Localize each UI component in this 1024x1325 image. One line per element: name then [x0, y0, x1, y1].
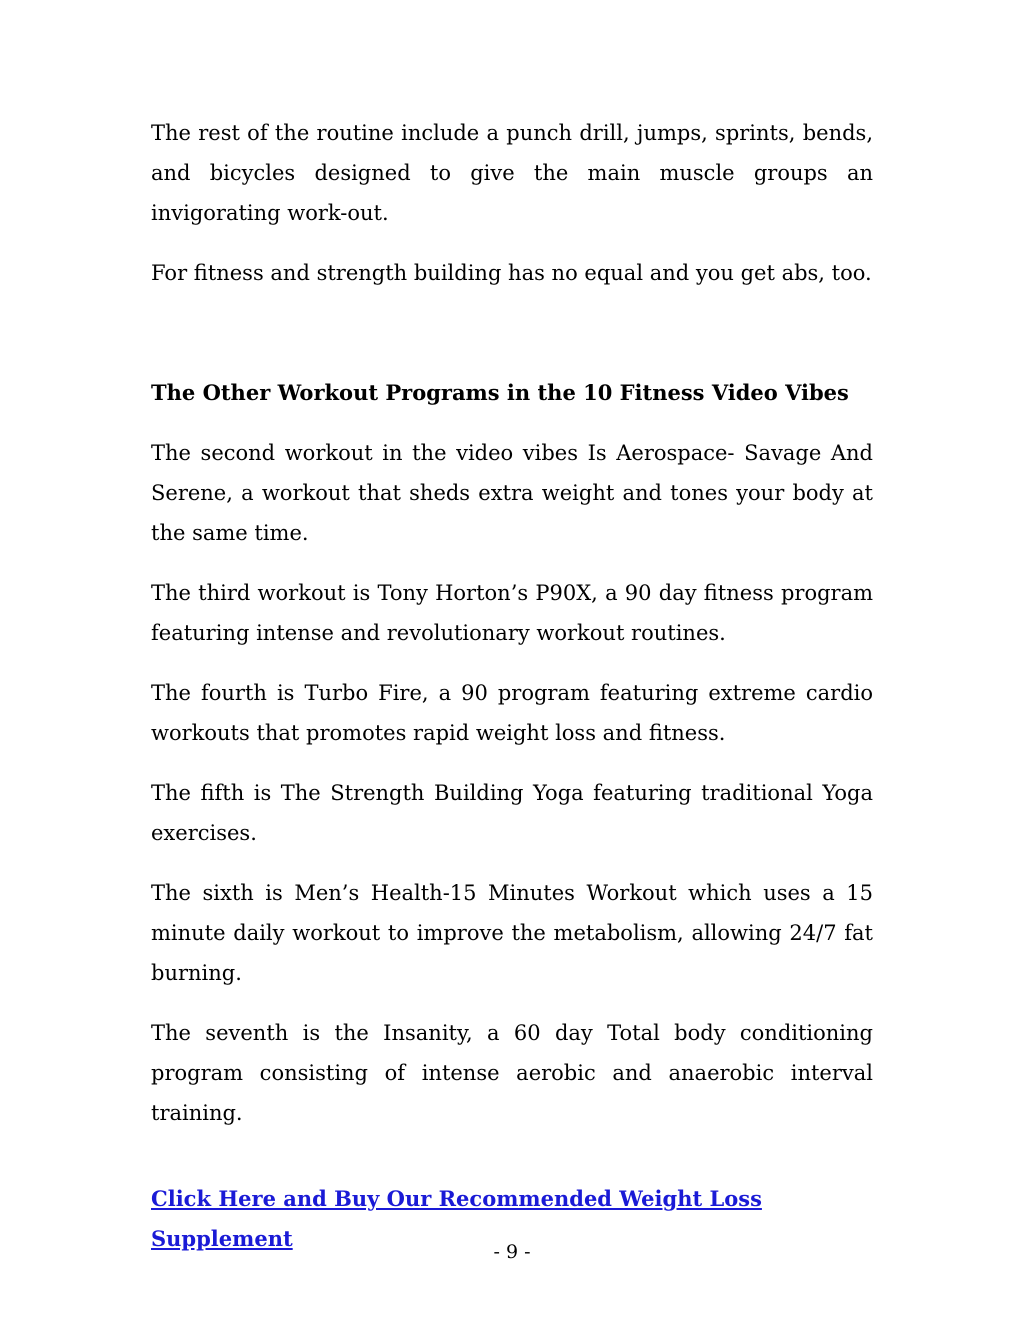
document-page [151, 113, 873, 1259]
paragraph-seventh-workout: The seventh is the Insanity, a 60 day Total body conditioning program consisting of intense aerobic and anaerobic interval training. [151, 1021, 873, 1125]
paragraph-fourth-workout: The fourth is Turbo Fire, a 90 program featuring extreme cardio workouts that promotes rapid weight loss and fitness. [151, 681, 873, 745]
buy-supplement-link[interactable]: Click Here and Buy Our Recommended Weight Loss Supplement [151, 1186, 762, 1251]
page-number: - 9 - [493, 1241, 531, 1263]
paragraph-third-workout: The third workout is Tony Horton’s P90X, a 90 day fitness program featuring intense and revolutionary workout routines. [151, 581, 873, 645]
paragraph-second-workout: The second workout in the video vibes Is Aerospace- Savage And Serene, a workout that sheds extra weight and tones your body at the same time. [151, 441, 873, 545]
paragraph-fifth-workout: The fifth is The Strength Building Yoga featuring traditional Yoga exercises. [151, 781, 873, 845]
paragraph-routine: The rest of the routine include a punch drill, jumps, sprints, bends, and bicycles designed to give the main muscle groups an invigorating work-out. [151, 121, 873, 225]
paragraph-sixth-workout: The sixth is Men’s Health-15 Minutes Workout which uses a 15 minute daily workout to improve the metabolism, allowing 24/7 fat burning. [151, 881, 873, 985]
paragraph-fitness: For fitness and strength building has no equal and you get abs, too. [151, 261, 872, 285]
section-heading: The Other Workout Programs in the 10 Fitness Video Vibes [151, 380, 849, 405]
